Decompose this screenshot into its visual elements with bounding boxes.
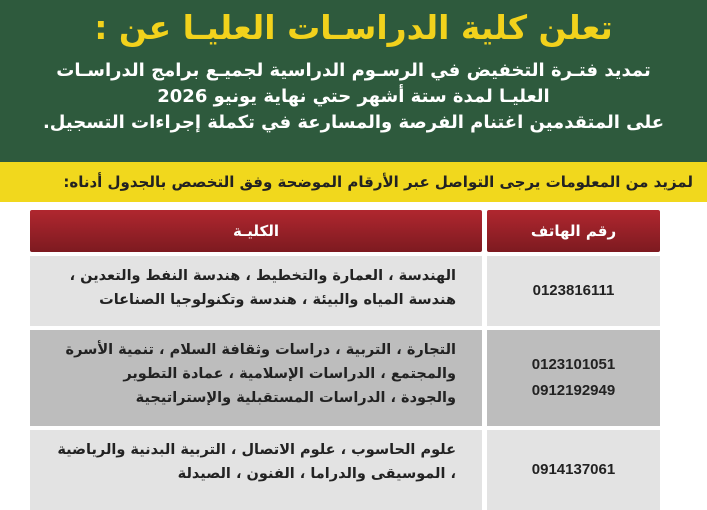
college-list-line: والجودة ، الدراسات المستقبلية والإستراتيجية [135,390,456,406]
table-row [30,256,660,326]
college-cell [30,256,482,326]
contacts-table [30,210,660,510]
table-header [30,210,660,252]
college-cell [30,430,482,510]
announcement-line: العليـا لمدة ستة أشهر حتي نهاية يونيو 2026 [157,86,550,107]
phone-cell [487,256,660,326]
college-list-line: هندسة المياه والبيئة ، هندسة وتكنولوجيا الصناعات [99,292,456,308]
phone-cell [487,330,660,426]
announcement-line: على المتقدمين اغتنام الفرصة والمسارعة في تكملة إجراءات التسجيل. [42,112,665,133]
announcement-line: تمديد فتـرة التخفيض في الرسـوم الدراسية لجميـع برامج الدراسـات [56,60,651,81]
college-list-line: التجارة ، التربية ، دراسات وثقافة السلام ، تنمية الأسرة [65,342,456,358]
phone-number: 0123816111 [532,282,615,299]
college-list-line: الهندسة ، العمارة والتخطيط ، هندسة النفط والتعدين ، [69,268,456,284]
college-column-header: الكليـة [30,210,482,252]
phone-number: 0912192949 [531,382,616,399]
college-list-line: ، الموسيقى والدراما ، الفنون ، الصيدلة [177,466,456,482]
college-cell [30,330,482,426]
phone-number: 0123101051 [531,356,616,373]
announcement-title: تعلن كلية الدراسـات العليـا عن : [94,8,613,47]
college-list-line: علوم الحاسوب ، علوم الاتصال ، التربية البدنية والرياضية [57,442,456,458]
announcement-banner [0,0,707,162]
announcement-body [0,58,707,136]
college-list-line: والمجتمع ، الدراسات الإسلامية ، عمادة التطوير [123,366,456,382]
contact-info-bar: لمزيد من المعلومات يرجى التواصل عبر الأرقام الموضحة وفق التخصص بالجدول أدناه: [0,162,707,202]
phone-column-header: رقم الهاتف [487,210,660,252]
table-row [30,330,660,426]
phone-cell [487,430,660,510]
table-row [30,430,660,510]
phone-number: 0914137061 [531,461,616,478]
